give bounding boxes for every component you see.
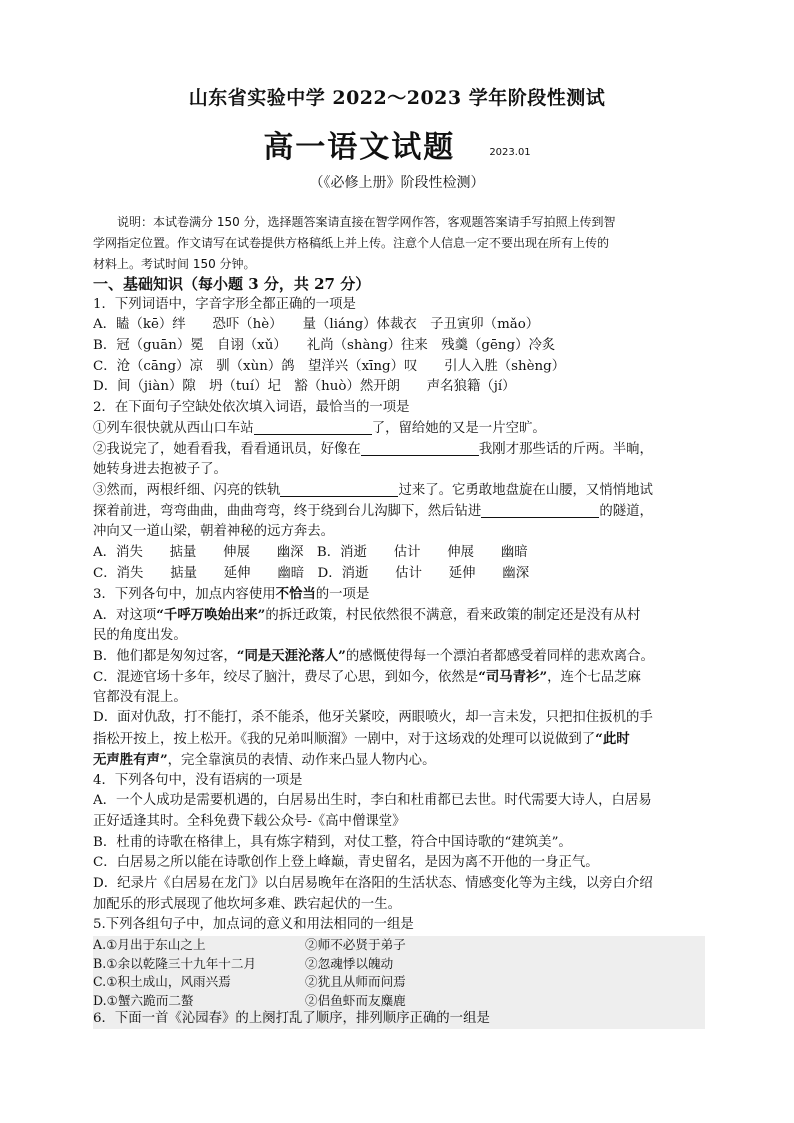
q1-option-d: D．间（jiàn）隙 坍（tuí）圮 豁（huò）然开朗 声名狼籍（jí） <box>93 379 516 395</box>
question-body <box>93 274 705 1029</box>
q3-option-d-cont: 指松开按上，按上松开。《我的兄弟叫顺溜》一剧中，对于这场戏的处理可以说做到了“此时 <box>93 731 630 748</box>
q5-stem: 5.下列各组句子中，加点词的意义和用法相同的一组是 <box>93 917 414 933</box>
q2-sentence-3-end: 冲向又一道山梁，朝着神秘的远方奔去。 <box>93 524 335 540</box>
marked-phrase: “此时 <box>595 731 630 748</box>
section-heading: 一、基础知识（每小题 3 分，共 27 分） <box>93 275 371 293</box>
q2-stem: 2．在下面句子空缺处依次填入词语，最恰当的一项是 <box>93 400 410 416</box>
q4-option-c: C．白居易之所以能在诗歌创作上登上峰巅，青史留名，是因为离不开他的一身正气。 <box>93 855 599 871</box>
q2-options-ab: A．消失 掂量 伸展 幽深 B．消逝 估计 伸展 幽暗 <box>93 544 528 560</box>
instruction-line: 材料上。考试时间 150 分钟。 <box>93 257 256 271</box>
q4-option-b: B．杜甫的诗歌在格律上，具有炼字精到，对仗工整，符合中国诗歌的“建筑美”。 <box>93 834 572 850</box>
marked-phrase: “千呼万唤始出来” <box>156 607 266 623</box>
instruction-line: 学网指定位置。作文请写在试卷提供方格稿纸上并上传。注意个人信息一定不要出现在所有上传的 <box>93 236 610 250</box>
school-heading: 山东省实验中学 2022～2023 学年阶段性测试 <box>188 87 606 109</box>
exam-subtitle: （《必修上册》阶段性检测） <box>309 175 485 191</box>
q3-option-c-cont: 官都没有混上。 <box>93 689 187 705</box>
q3-stem: 3．下列各句中，加点内容使用不恰当的一项是 <box>93 586 370 603</box>
q4-stem: 4．下列各句中，没有语病的一项是 <box>93 772 303 788</box>
q2-sentence-2-cont: 她转身进去抱被子了。 <box>93 462 227 478</box>
q4-option-a-cont: 正好适逢其时。全科免费下载公众号-《高中僧课堂》 <box>93 813 406 829</box>
q3-option-a: A．对这项“千呼万唤始出来”的拆迁政策，村民依然很不满意，看来政策的制定还是没有从村 <box>93 607 641 623</box>
q2-sentence-2: ②我说完了，她看看我，看看通讯员，好像在 我刚才那些话的斤两。半晌， <box>93 441 653 457</box>
q2-sentence-3-cont: 探着前进，弯弯曲曲，曲曲弯弯，终于绕到台儿沟脚下，然后钻进 的隧道， <box>93 503 653 519</box>
instructions <box>93 212 703 275</box>
answer-blank <box>254 420 372 435</box>
q4-option-d: D．纪录片《白居易在龙门》以白居易晚年在洛阳的生活状态、情感变化等为主线，以旁白介绍 <box>93 875 653 891</box>
q5-row: A.①月出于东山之上 ②师不必贤于弟子 <box>93 937 406 952</box>
q1-stem: 1．下列词语中，字音字形全都正确的一项是 <box>93 296 356 312</box>
q3-option-c: C．混迹官场十多年，绞尽了脑汁，费尽了心思，到如今，依然是“司马青衫”，连个七品芝麻 <box>93 669 641 686</box>
q4-option-a: A．一个人成功是需要机遇的，白居易出生时，李白和杜甫都已去世。时代需要大诗人，白居易 <box>93 793 652 809</box>
answer-blank <box>280 482 398 497</box>
instruction-line: 说明：本试卷满分 150 分，选择题答案请直接在智学网作答，客观题答案请手写拍照上传到智 <box>117 215 616 229</box>
q5-row: C.①积土成山，风雨兴焉 ②犹且从师而问焉 <box>93 974 406 989</box>
q5-options <box>93 936 705 1029</box>
exam-date: 2023.01 <box>489 147 531 158</box>
answer-blank <box>481 503 599 518</box>
marked-phrase: “司马青衫” <box>478 669 548 686</box>
exam-title: 高一语文试题 <box>263 130 456 165</box>
q3-option-a-cont: 民的角度出发。 <box>93 627 187 643</box>
q1-option-a: A．瞌（kē）绊 恐吓（hè） 量（liáng）体裁衣 子丑寅卯（mǎo） <box>93 317 540 333</box>
marked-phrase: “同是天涯沦落人” <box>236 648 346 665</box>
q5-row: D.①蟹六跪而二螯 ②侣鱼虾而友麋鹿 <box>93 992 406 1008</box>
q6-stem: 6．下面一首《沁园春》的上阕打乱了顺序，排列顺序正确的一组是 <box>93 1011 490 1026</box>
marked-phrase: 无声胜有声” <box>93 751 168 768</box>
q5-row: B.①余以乾隆三十九年十二月 ②忽魂悸以魄动 <box>93 955 394 971</box>
q3-option-d-end: 无声胜有声”，完全靠演员的表情、动作来凸显人物内心。 <box>93 751 436 768</box>
q1-option-b: B．冠（guān）冕 自诩（xǔ） 礼尚（shàng）往来 残羹（gēng）冷炙 <box>93 338 556 354</box>
q2-options-cd: C．消失 掂量 延伸 幽暗 D．消逝 估计 延伸 幽深 <box>93 565 530 581</box>
q3-option-b: B．他们都是匆匆过客，“同是天涯沦落人”的感慨使得每一个漂泊者都感受着同样的悲欢离合。 <box>93 648 654 665</box>
emphasis: 不恰当 <box>275 586 316 603</box>
q3-option-d: D．面对仇敌，打不能打，杀不能杀，他牙关紧咬，两眼喷火，却一言未发，只把扣住扳机的手 <box>93 710 653 726</box>
title-row <box>0 122 794 166</box>
q2-sentence-1: ①列车很快就从西山口车站 了，留给她的又是一片空旷。 <box>93 420 546 436</box>
q2-sentence-3: ③然而，两根纤细、闪亮的铁轨 过来了。它勇敢地盘旋在山腰，又悄悄地试 <box>93 482 653 498</box>
answer-blank <box>361 441 479 456</box>
q4-option-d-cont: 加配乐的形式展现了他坎坷多难、跌宕起伏的一生。 <box>93 896 401 912</box>
q1-option-c: C．沧（cāng）凉 驯（xùn）鸽 望洋兴（xīng）叹 引人入胜（shèng） <box>93 358 566 374</box>
